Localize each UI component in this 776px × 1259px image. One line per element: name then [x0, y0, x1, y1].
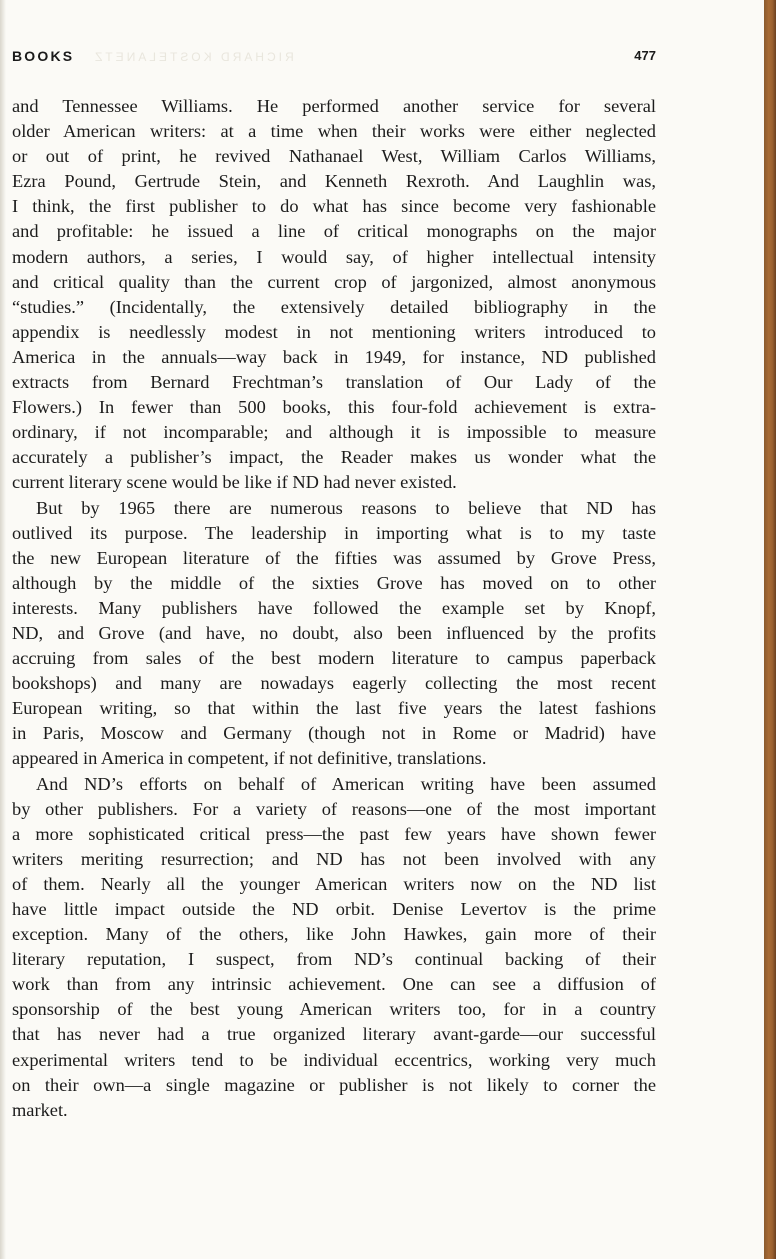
text-line: America in the annuals—way back in 1949, for instance, ND published — [12, 346, 656, 367]
text-line: sponsorship of the best young American writers too, for in a country — [12, 999, 656, 1020]
text-line: have little impact outside the ND orbit. Denise Levertov is the prime — [12, 899, 656, 919]
text-line: And ND’s efforts on behalf of American writing have been assumed — [36, 773, 656, 794]
text-line: appendix is needlessly modest in not mentioning writers introduced to — [12, 321, 656, 342]
text-line: of them. Nearly all the younger American writers now on the ND list — [12, 873, 656, 894]
text-line: ND, and Grove (and have, no doubt, also been influenced by the profits — [12, 622, 656, 643]
text-line: writers meriting resurrection; and ND has not been involved with any — [12, 848, 656, 869]
text-line: modern authors, a series, I would say, of higher intellectual intensity — [12, 246, 656, 267]
text-line: or out of print, he revived Nathanael West, William Carlos Williams, — [12, 146, 656, 167]
text-line: by other publishers. For a variety of reasons—one of the most important — [12, 798, 656, 819]
text-line: But by 1965 there are numerous reasons to believe that ND has — [36, 497, 656, 518]
show-through-text: RICHARD KOSTELANETZ — [92, 50, 294, 64]
text-line: appeared in America in competent, if not definitive, translations. — [12, 748, 487, 769]
text-line: bookshops) and many are nowadays eagerly collecting the most recent — [12, 673, 656, 694]
text-line: and Tennessee Williams. He performed another service for several — [12, 96, 656, 116]
text-line: on their own—a single magazine or publisher is not likely to corner the — [12, 1074, 656, 1095]
text-line: interests. Many publishers have followed the example set by Knopf, — [12, 597, 656, 618]
text-line: outlived its purpose. The leadership in importing what is to my taste — [12, 522, 656, 543]
text-line: Ezra Pound, Gertrude Stein, and Kenneth Rexroth. And Laughlin was, — [12, 171, 656, 192]
body-text — [12, 94, 656, 1123]
text-line: although by the middle of the sixties Grove has moved on to other — [12, 572, 656, 593]
running-head-title: BOOKS — [12, 48, 75, 64]
text-line: work than from any intrinsic achievement. One can see a diffusion of — [12, 974, 656, 995]
page-edge — [764, 0, 776, 1259]
gutter-shadow — [0, 0, 6, 1259]
text-line: experimental writers tend to be individual eccentrics, working very much — [12, 1049, 656, 1070]
text-line: the new European literature of the fifties was assumed by Grove Press, — [12, 547, 656, 568]
text-line: I think, the first publisher to do what has since become very fashionable — [12, 196, 656, 217]
text-line: and critical quality than the current crop of jargonized, almost anonymous — [12, 271, 656, 292]
text-line: in Paris, Moscow and Germany (though not in Rome or Madrid) have — [12, 723, 656, 744]
text-line: ordinary, if not incomparable; and although it is impossible to measure — [12, 422, 656, 443]
text-line: market. — [12, 1099, 68, 1120]
text-line: Flowers.) In fewer than 500 books, this four-fold achievement is extra- — [12, 397, 656, 418]
text-line: a more sophisticated critical press—the past few years have shown fewer — [12, 823, 656, 844]
text-line: accurately a publisher’s impact, the Reader makes us wonder what the — [12, 447, 656, 468]
text-line: current literary scene would be like if ND had never existed. — [12, 472, 457, 493]
text-line: and profitable: he issued a line of critical monographs on the major — [12, 221, 656, 242]
text-line: “studies.” (Incidentally, the extensively detailed bibliography in the — [12, 296, 656, 317]
text-line: European writing, so that within the last five years the latest fashions — [12, 698, 656, 719]
text-line: older American writers: at a time when their works were either neglected — [12, 121, 656, 142]
text-line: that has never had a true organized literary avant-garde—our successful — [12, 1024, 656, 1045]
text-line: accruing from sales of the best modern literature to campus paperback — [12, 648, 656, 669]
page-number: 477 — [634, 48, 656, 63]
text-line: literary reputation, I suspect, from ND’s continual backing of their — [12, 949, 656, 970]
text-line: extracts from Bernard Frechtman’s translation of Our Lady of the — [12, 372, 656, 393]
text-line: exception. Many of the others, like John Hawkes, gain more of their — [12, 924, 656, 945]
